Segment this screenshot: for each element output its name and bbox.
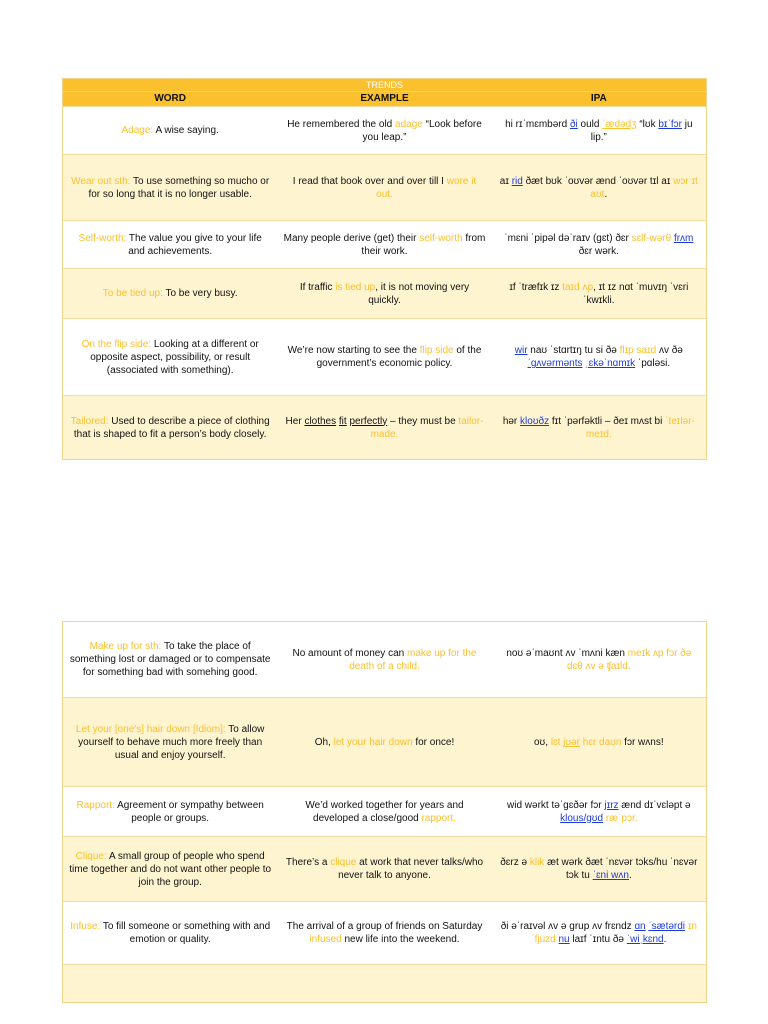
highlighted-text: hɛr daʊn [579,736,622,748]
table-title: TRENDS [63,79,706,91]
text-segment: noʊ əˈmaʊnt ʌv ˈmʌni kæn [506,647,628,659]
linked-word[interactable]: ˈgʌvərmənts [527,358,583,369]
text-segment: A wise saying. [153,125,219,136]
linked-word[interactable]: rid [511,175,523,187]
text-segment: ðɛr wərk. [578,245,619,257]
table-row [63,901,706,964]
text-segment: fɪt ˈpərfəktli – ðeɪ mʌst bi [549,415,666,427]
text-segment: æt wərk ðæt ˈnɛvər tɔks/hu ˈnɛvər tɔk tu [544,857,698,881]
text-segment: . [628,870,632,881]
table-row [63,154,706,220]
text-segment: Her [285,415,305,427]
text-segment: To be very busy. [162,288,238,299]
text-segment: hi rɪˈmɛmbərd [505,118,570,130]
text-segment: for once! [412,736,455,748]
text-segment: A small group of people who spend time together and do not want other people to join the group. [69,850,272,888]
cell-word [63,723,277,762]
highlighted-text: ræˈpɔr. [605,812,638,824]
linked-word[interactable]: ˈɛni wʌn [592,870,629,881]
cell-word [63,850,277,889]
highlighted-text: infused [309,934,342,945]
highlighted-text: make up for the death of a child. [349,647,477,672]
text-segment: ould [577,118,603,130]
linked-word[interactable]: wir [514,345,528,356]
text-segment: naʊ ˈstɑrtɪŋ tu si ðə [527,345,620,356]
highlighted-text: ɪnˈfjuzd [531,921,697,945]
text-segment: ˈmɛni ˈpipəl dəˈraɪv (gɛt) ðɛr [504,232,632,244]
linked-word[interactable]: ˈsætərdi [648,921,686,932]
table-row [63,220,706,268]
highlighted-text: clique [330,857,357,868]
text-segment: To fill someone or something with and emotion or quality. [100,921,271,945]
cell-example [277,344,491,370]
cell-word [63,232,277,258]
highlighted-text: let your hair down [333,736,413,748]
cell-word [63,415,277,441]
table-row [63,395,706,459]
text-segment: He remembered the old [287,118,396,130]
cell-example [277,799,491,825]
text-segment: . [604,188,608,200]
header-example: EXAMPLE [360,93,409,104]
text-segment: If traffic [299,281,336,293]
highlighted-text: wɔr ɪt aʊt [590,175,698,200]
highlighted-text: wore it out. [376,175,477,200]
highlighted-text: self-worth [419,232,463,244]
text-segment: ʌv ðə [656,345,683,356]
term-label: Infuse: [70,921,101,932]
cell-word [63,287,277,300]
linked-word[interactable]: ˈwiˌkɛnd [626,934,664,945]
highlighted-text: flip side [419,345,454,356]
text-segment: We’re now starting to see the [287,345,420,356]
term-label: Adage: [121,125,154,136]
term-label: Let your [one's] hair down [Idiom]: [75,723,226,735]
text-segment: Agreement or sympathy between people or groups. [114,799,264,824]
cell-ipa [492,736,706,749]
table-row [63,836,706,901]
highlighted-text: flɪp saɪd [619,345,657,356]
highlighted-text: meɪk ʌp fɔr ðə dɛθ ʌv ə ʧaɪld. [567,647,692,672]
text-segment: – they must be [387,415,459,427]
text-segment: “lʊk [636,118,659,130]
text-segment: I read that book over and over till I [292,175,447,187]
cell-word [63,799,277,825]
cell-word [63,175,277,201]
table-row [63,622,706,697]
cell-example [277,281,491,307]
text-segment: ˈpɑləsi. [635,358,671,369]
text-segment: “Look before you leap.” [362,118,482,143]
highlighted-text: tailor-made. [370,415,484,440]
term-label: Clique: [75,850,107,862]
term-label: Rapport: [76,799,115,811]
text-segment: We’d worked together for years and developed a close/good [305,799,464,824]
cell-ipa [492,856,706,882]
highlighted-text: is tied up [335,281,376,293]
cell-ipa [492,232,706,258]
linked-word[interactable]: jɪrz [604,799,619,811]
table-row [63,697,706,786]
linked-word[interactable]: klous/gʊd [560,812,604,824]
highlighted-text: taɪd ʌp [562,281,594,293]
vocabulary-table-trends [62,78,707,460]
text-segment: ðɛrz ə [500,857,530,868]
text-segment: Looking at a different or opposite aspect, possibility, or result (associated with something). [90,338,259,376]
text-segment: ɪf ˈtræfɪk ɪz [509,281,563,293]
vocabulary-table-continued [62,621,707,1003]
text-segment: , it is not moving very quickly. [368,281,470,306]
cell-word [63,124,277,137]
term-label: Wear out sth: [71,175,131,187]
highlighted-text: ˈædədʒ [602,118,637,130]
text-segment: To use something so mucho or for so long that it is no longer usable. [88,175,270,200]
linked-word[interactable]: nu [558,934,570,945]
highlighted-text: adage [395,118,423,130]
text-segment: The arrival of a group of friends on Saturday [286,921,483,932]
text-segment: . [663,934,667,945]
text-segment: ðæt bʊk ˈoʊvər ænd ˈoʊvər tɪl aɪ [522,175,674,187]
table-row [63,106,706,154]
text-segment: from their work. [361,232,486,257]
text-segment: No amount of money can [292,647,407,659]
term-label: On the flip side: [81,338,152,350]
cell-ipa [492,175,706,201]
header-word: WORD [154,93,186,104]
highlighted-text: klik [529,857,545,868]
term-label: Tailored: [70,415,109,427]
highlighted-text: ˈteɪlər-meɪd. [585,415,695,440]
text-segment: There’s a [285,857,331,868]
text-segment: perfectly [349,415,388,427]
text-segment: aɪ [499,175,512,187]
term-label: To be tied up: [102,288,163,299]
text-segment: ænd dɪˈvɛləpt ə [618,799,691,811]
table-row [63,964,706,1002]
linked-word[interactable]: ði [569,118,578,130]
text-segment: Used to describe a piece of clothing that is shaped to fit a person’s body closely. [73,415,270,440]
cell-example [277,856,491,882]
cell-ipa [492,415,706,441]
text-segment: ju lip.” [590,118,693,143]
highlighted-text: sɛlf-wərθ [631,232,672,244]
cell-example [277,920,491,946]
table-row [63,786,706,836]
text-segment: oʊ, [534,736,551,748]
text-segment: , ɪt ɪz nɑt ˈmuvɪŋ ˈvɛri ˈkwɪkli. [583,281,689,306]
cell-example [277,736,491,749]
text-segment: new life into the weekend. [341,934,460,945]
text-segment: fɔr wʌns! [621,736,664,748]
header-ipa: IPA [590,93,607,104]
table-header-row [63,91,706,106]
cell-word [63,920,277,946]
cell-ipa [492,344,706,370]
text-segment: clothes [304,415,337,427]
highlighted-text: lɛt [550,736,564,748]
linked-word[interactable]: ɑn [634,921,646,932]
linked-word[interactable]: bɪˈfɔr [658,118,682,130]
cell-word [63,338,277,377]
cell-ipa [492,799,706,825]
cell-example [277,415,491,441]
cell-ipa [492,118,706,144]
text-segment: hər [502,415,521,427]
cell-example [277,232,491,258]
cell-ipa [492,647,706,673]
cell-ipa [492,920,706,946]
linked-word[interactable]: ˌɛkəˈnɑmɪk [585,358,636,369]
term-label: Self-worth: [78,232,127,244]
highlighted-text: rapport. [421,812,456,824]
text-segment: at work that never talks/who never talk to anyone. [338,857,484,881]
cell-example [277,175,491,201]
cell-ipa [492,281,706,307]
text-segment: ði əˈraɪvəl ʌv ə grup ʌv frɛndz [500,921,635,932]
cell-example [277,118,491,144]
text-segment: wid wərkt təˈgɛðər fɔr [507,799,605,811]
cell-word [63,640,277,679]
table-row [63,268,706,318]
text-segment: fit [338,415,347,427]
text-segment: To allow yourself to behave much more freely than usual and enjoy yourself. [78,723,265,761]
text-segment: of the government’s economic policy. [316,345,482,369]
text-segment: Oh, [314,736,334,748]
cell-example [277,647,491,673]
text-segment: Many people derive (get) their [283,232,420,244]
term-label: Make up for sth: [89,641,162,652]
linked-word[interactable]: frʌm [673,232,694,244]
linked-word[interactable]: kloʊðz [520,415,550,427]
highlighted-text: jʊər [563,736,580,748]
table-row [63,318,706,395]
text-segment: laɪf ˈɪntu ðə [569,934,627,945]
text-segment: To take the place of something lost or damaged or to compensate for something bad with somehing good. [69,641,271,678]
text-segment: The value you give to your life and achievements. [126,232,262,257]
